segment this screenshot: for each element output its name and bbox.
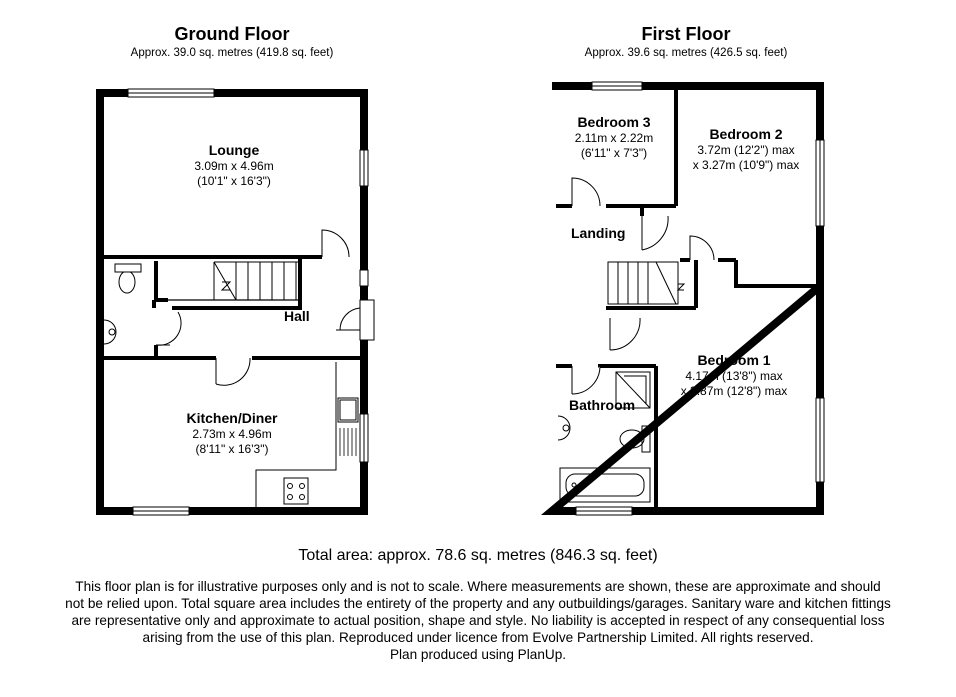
room-dimensions-metric: 2.73m x 4.96m	[192, 427, 272, 441]
first-floor-title: First Floor	[641, 24, 731, 44]
first-stairs	[608, 262, 684, 304]
room-name: Kitchen/Diner	[186, 410, 278, 426]
room-name: Bedroom 1	[697, 352, 771, 368]
room-dimensions-metric: 2.11m x 2.22m	[574, 131, 654, 145]
room-bathroom: Bathroom	[569, 397, 636, 413]
room-kitchen-diner	[160, 409, 304, 457]
total-area: Total area: approx. 78.6 sq. metres (846.3 sq. feet)	[298, 547, 658, 564]
room-dimensions-imperial: (10'1" x 16'3")	[197, 174, 271, 188]
room-name: Bedroom 3	[577, 114, 651, 130]
room-hall: Hall	[284, 308, 310, 324]
ground-floor-title: Ground Floor	[174, 24, 290, 44]
disclaimer-line: are representative only and approximate to actual position, shape and style. No liability is accepted in respect of any consequential loss	[71, 613, 885, 628]
room-dimensions-imperial: (6'11" x 7'3")	[580, 146, 648, 160]
disclaimer-line: Plan produced using PlanUp.	[389, 647, 567, 662]
room-bedroom-3	[562, 113, 666, 161]
room-bedroom-2	[680, 125, 812, 173]
room-dimensions-metric: 3.09m x 4.96m	[194, 159, 274, 173]
first-floor-area: Approx. 39.6 sq. metres (426.5 sq. feet)	[584, 47, 788, 59]
disclaimer-line: This floor plan is for illustrative purposes only and is not to scale. Where measurements are shown, these are approximate and should	[75, 579, 881, 594]
room-dimensions-imperial: x 3.87m (12'8") max	[680, 384, 788, 398]
room-landing: Landing	[571, 225, 626, 241]
room-dimensions-imperial: x 3.27m (10'9") max	[692, 158, 800, 172]
ground-floor-area: Approx. 39.0 sq. metres (419.8 sq. feet)	[130, 47, 334, 59]
room-dimensions-imperial: (8'11" x 16'3")	[195, 442, 269, 456]
room-dimensions-metric: 3.72m (12'2") max	[697, 143, 795, 157]
disclaimer	[0, 578, 956, 663]
disclaimer-line: not be relied upon. Total square area includes the entirety of the property and any outbuildings/garages. Sanitary ware and kitchen fittings	[65, 596, 891, 611]
room-name: Lounge	[208, 142, 260, 158]
room-bedroom-1	[668, 351, 800, 399]
disclaimer-line: arising from the use of this plan. Reproduced under licence from Evolve Partnership Limited. All rights reserved.	[142, 630, 814, 645]
room-name: Bedroom 2	[709, 126, 783, 142]
ground-stairs	[214, 262, 300, 300]
room-dimensions-metric: 4.17m (13'8") max	[685, 369, 783, 383]
room-lounge	[172, 141, 296, 189]
